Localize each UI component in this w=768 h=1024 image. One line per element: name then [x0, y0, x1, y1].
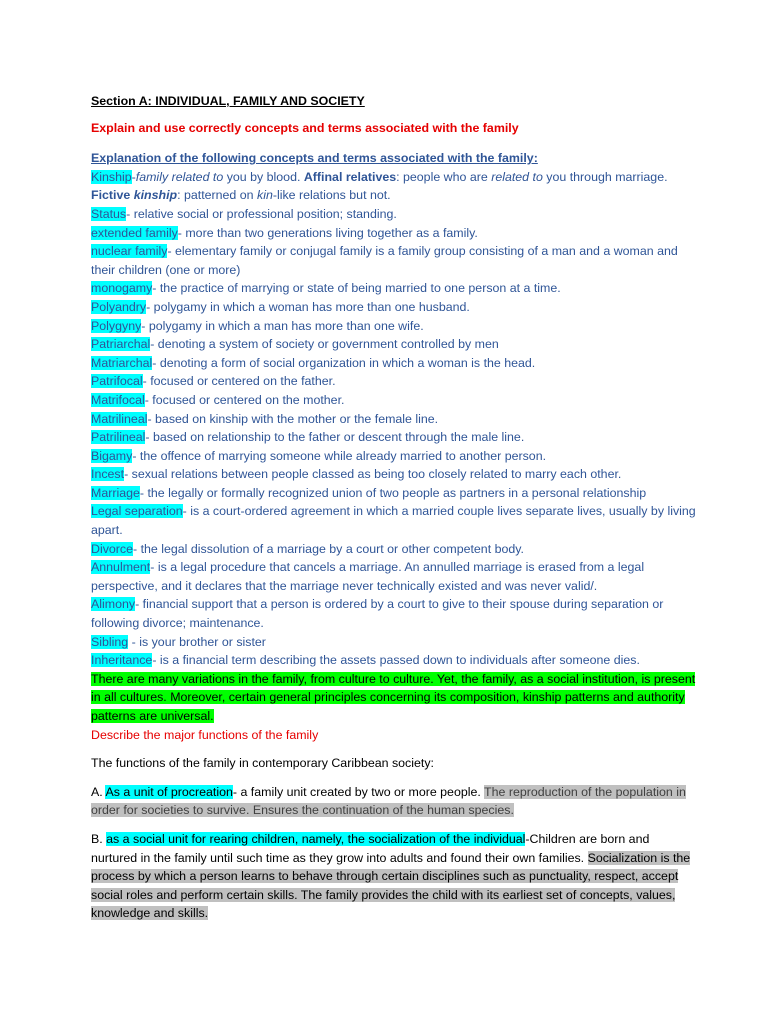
term-definition: [91, 633, 698, 652]
term-label: Polyandry: [91, 299, 147, 314]
term-label: Patrifocal: [91, 374, 143, 389]
function-a-def: - a family unit created by two or more people.: [232, 784, 485, 799]
term-def: - elementary family or conjugal family is a family group consisting of a man and a woman and their children (one or more): [91, 244, 678, 277]
kinship-def-italic: family related to: [135, 169, 224, 184]
terms-list: [91, 205, 698, 670]
term-fictive: Fictive: [91, 188, 134, 203]
function-b-title: as a social unit for rearing children, namely, the socialization of the individual: [106, 831, 526, 846]
term-definition: [91, 242, 698, 279]
term-definition: [91, 224, 698, 243]
term-label: Matrifocal: [91, 392, 145, 407]
section-title: Section A: INDIVIDUAL, FAMILY AND SOCIETY: [91, 94, 365, 108]
term-label: Polygyny: [91, 318, 142, 333]
variations-text: There are many variations in the family, from culture to culture. Yet, the family, as a social institution, is present in all cultures. Moreover, certain general principles concerning its composition, kinship patterns and authority patterns are universal.: [91, 671, 696, 723]
term-label: Inheritance: [91, 653, 153, 668]
term-def: - financial support that a person is ordered by a court to give to their spouse during separation or following divorce; maintenance.: [91, 597, 664, 631]
affinal-def-1: : people who are: [396, 169, 492, 184]
affinal-def-italic: related to: [491, 169, 543, 184]
term-affinal: Affinal relatives: [303, 169, 397, 184]
term-def: - the practice of marrying or state of being married to one person at a time.: [152, 281, 561, 296]
term-def: - sexual relations between people classed as being too closely related to marry each other.: [124, 467, 622, 482]
kinship-def: you by blood.: [223, 169, 304, 184]
term-def: - focused or centered on the father.: [142, 374, 336, 389]
term-label: Divorce: [91, 541, 133, 556]
function-b: [91, 830, 698, 923]
term-def: - is your brother or sister: [128, 634, 266, 649]
fictive-def-1: : patterned on: [177, 188, 257, 203]
term-def: - is a court-ordered agreement in which a married couple lives separate lives, usually by living apart.: [91, 504, 696, 538]
function-a-title: As a unit of procreation: [105, 784, 233, 799]
term-definition: [91, 465, 698, 484]
term-def: - based on kinship with the mother or the female line.: [147, 411, 439, 426]
fictive-def-2: -like relations but not.: [272, 188, 391, 203]
term-definition: [91, 317, 698, 336]
term-definition: [91, 558, 698, 595]
term-label: Bigamy: [91, 448, 133, 463]
functions-intro: The functions of the family in contemporary Caribbean society:: [91, 756, 434, 771]
term-label: monogamy: [91, 281, 153, 296]
term-definition: [91, 205, 698, 224]
variations-paragraph: [91, 670, 698, 726]
term-definition: [91, 447, 698, 466]
term-definition: [91, 298, 698, 317]
term-definition: [91, 279, 698, 298]
term-def: - focused or centered on the mother.: [144, 392, 345, 407]
term-def: - is a financial term describing the assets passed down to individuals after someone dies.: [152, 653, 640, 668]
fictive-def-italic: kin: [257, 188, 273, 203]
term-label: Matriarchal: [91, 355, 153, 370]
function-a: [91, 783, 698, 820]
function-b-note: Socialization is the process by which a person learns to behave through certain disciplines such as punctuality, respect, accept social roles and perform certain skills. The family provides the child with its earliest set of concepts, values, knowledge and skills.: [91, 850, 691, 921]
objective-describe-functions: Describe the major functions of the family: [91, 727, 319, 742]
term-label: nuclear family: [91, 244, 168, 259]
term-def: - is a legal procedure that cancels a marriage. An annulled marriage is erased from a legal perspective, and it declares that the marriage never technically existed and was never valid/.: [91, 560, 645, 593]
term-def: - the legal dissolution of a marriage by a court or other competent body.: [133, 541, 524, 556]
term-def: - polygamy in which a man has more than one wife.: [141, 318, 424, 333]
term-definition: [91, 651, 698, 670]
term-label: Patrilineal: [91, 430, 146, 445]
term-label: Marriage: [91, 485, 140, 500]
term-definition: [91, 484, 698, 503]
term-def: - based on relationship to the father or descent through the male line.: [145, 430, 525, 445]
term-kinship: Kinship: [91, 169, 132, 184]
term-def: - the legally or formally recognized union of two people as partners in a personal relationship: [139, 485, 647, 500]
term-fictive-kinship: kinship: [133, 188, 178, 203]
term-def: - polygamy in which a woman has more than one husband.: [146, 299, 470, 314]
function-b-letter: B.: [91, 831, 107, 846]
term-definition: [91, 335, 698, 354]
term-label: Incest: [91, 467, 125, 482]
term-definition: [91, 410, 698, 429]
term-def: - relative social or professional position; standing.: [126, 206, 397, 221]
term-label: Matrilineal: [91, 411, 148, 426]
affinal-def-2: you through marriage.: [542, 169, 668, 184]
kinship-definition: Kinship-family related to you by blood. Affinal relatives: people who are related to you through marriage. Fictive kinship: patterned on kin-like relations but not.: [91, 169, 668, 203]
term-label: Alimony: [91, 597, 136, 612]
term-def: - more than two generations living together as a family.: [177, 225, 478, 240]
term-label: extended family: [91, 225, 178, 240]
explanation-heading-text: Explanation of the following concepts and terms associated with the family:: [91, 151, 538, 166]
term-definition: [91, 391, 698, 410]
term-label: Legal separation: [91, 504, 183, 519]
term-label: Patriarchal: [91, 337, 151, 352]
term-def: - denoting a system of society or government controlled by men: [150, 337, 499, 352]
term-def: - denoting a form of social organization in which a woman is the head.: [152, 355, 536, 370]
function-a-note: The reproduction of the population in order for societies to survive. Ensures the continuation of the human species.: [91, 784, 686, 818]
explanation-heading: [91, 149, 698, 168]
function-a-letter: A.: [91, 784, 106, 799]
objective-explain-concepts: Explain and use correctly concepts and terms associated with the family: [91, 120, 519, 135]
term-label: Sibling: [91, 634, 129, 649]
term-definition: [91, 540, 698, 559]
term-label: Annulment: [91, 560, 151, 575]
term-definition: [91, 354, 698, 373]
term-definition: [91, 502, 698, 539]
term-def: - the offence of marrying someone while already married to another person.: [132, 448, 547, 463]
term-definition: [91, 428, 698, 447]
function-b-def: -Children are born and nurtured in the family until such time as they grow into adults and found their own families.: [91, 831, 650, 865]
term-definition: [91, 372, 698, 391]
term-definition: [91, 595, 698, 632]
term-label: Status: [91, 206, 127, 221]
